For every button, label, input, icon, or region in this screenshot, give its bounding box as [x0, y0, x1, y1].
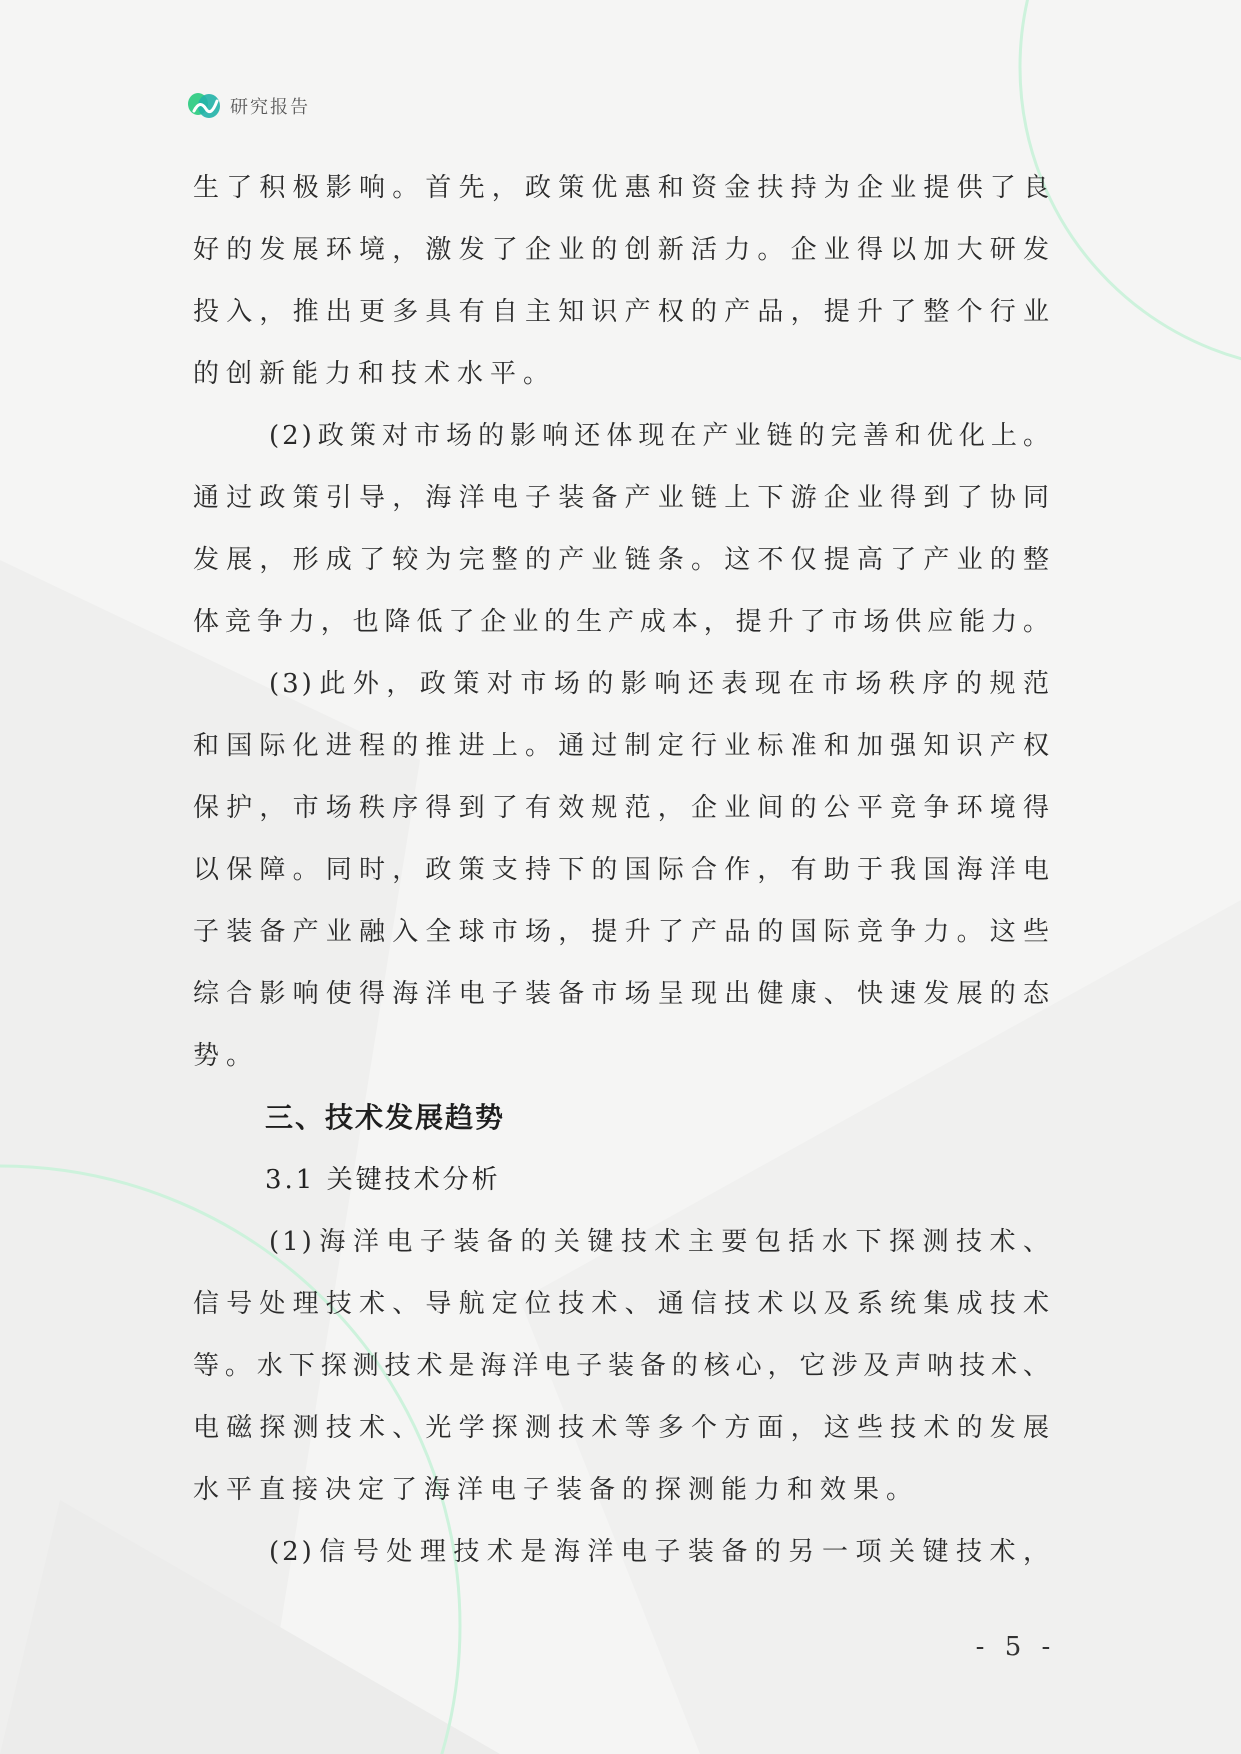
document-body	[193, 157, 1052, 1583]
text-line: 水平直接决定了海洋电子装备的探测能力和效果。	[193, 1475, 920, 1505]
text-line: 生了积极影响。首先，政策优惠和资金扶持为企业提供了良	[193, 173, 1052, 203]
text-line: (1)海洋电子装备的关键技术主要包括水下探测技术、	[269, 1227, 1052, 1257]
text-line: 的创新能力和技术水平。	[193, 359, 557, 389]
subsection-heading: 3.1 关键技术分析	[265, 1165, 501, 1195]
text-line: 子装备产业融入全球市场，提升了产品的国际竞争力。这些	[193, 917, 1052, 947]
text-line: 以保障。同时，政策支持下的国际合作，有助于我国海洋电	[193, 855, 1052, 885]
text-line: 好的发展环境，激发了企业的创新活力。企业得以加大研发	[193, 235, 1052, 265]
text-line: 电磁探测技术、光学探测技术等多个方面，这些技术的发展	[193, 1413, 1052, 1443]
section-heading: 三、技术发展趋势	[265, 1101, 506, 1134]
text-line: 综合影响使得海洋电子装备市场呈现出健康、快速发展的态	[193, 979, 1052, 1009]
page-number: - 5 -	[975, 1632, 1057, 1662]
text-line: 投入，推出更多具有自主知识产权的产品，提升了整个行业	[193, 297, 1052, 327]
text-line: (2)信号处理技术是海洋电子装备的另一项关键技术，	[269, 1537, 1052, 1567]
text-line: (2)政策对市场的影响还体现在产业链的完善和优化上。	[269, 421, 1052, 451]
brand-logo-icon	[186, 89, 222, 123]
paragraph	[193, 1211, 1052, 1521]
text-line: 等。水下探测技术是海洋电子装备的核心，它涉及声呐技术、	[193, 1351, 1052, 1381]
text-line: 保护，市场秩序得到了有效规范，企业间的公平竞争环境得	[193, 793, 1052, 823]
text-line: 发展，形成了较为完整的产业链条。这不仅提高了产业的整	[193, 545, 1052, 575]
text-line: 和国际化进程的推进上。通过制定行业标准和加强知识产权	[193, 731, 1052, 761]
report-header	[186, 88, 310, 124]
text-line: 信号处理技术、导航定位技术、通信技术以及系统集成技术	[193, 1289, 1052, 1319]
header-label: 研究报告	[230, 97, 310, 118]
text-line: 势。	[193, 1041, 260, 1071]
text-line: 体竞争力，也降低了企业的生产成本，提升了市场供应能力。	[193, 607, 1052, 637]
paragraph	[193, 405, 1052, 653]
paragraph	[193, 157, 1052, 405]
text-line: 通过政策引导，海洋电子装备产业链上下游企业得到了协同	[193, 483, 1052, 513]
text-line: (3)此外，政策对市场的影响还表现在市场秩序的规范	[269, 669, 1052, 699]
paragraph	[193, 653, 1052, 1087]
paragraph	[193, 1521, 1052, 1583]
